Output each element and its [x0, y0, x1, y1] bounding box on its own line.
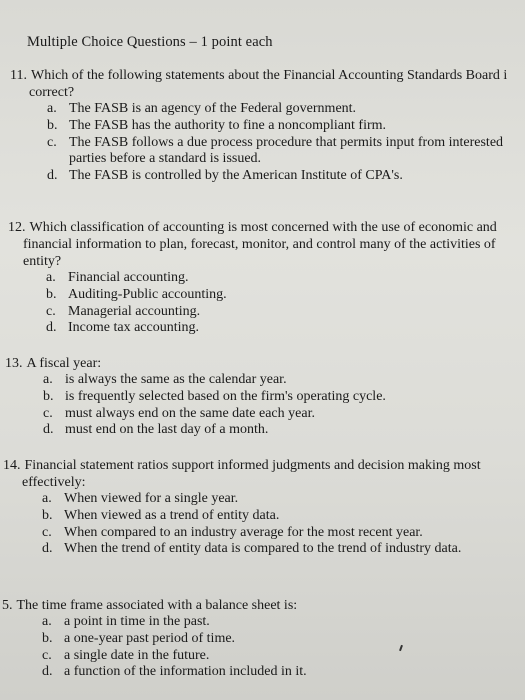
option-text: must end on the last day of a month.: [65, 422, 269, 438]
question-text-line: A fiscal year:: [26, 356, 102, 371]
option-list: [2, 614, 307, 681]
option-d: [43, 422, 386, 439]
option-text: is frequently selected based on the firm's operating cycle.: [65, 388, 386, 404]
option-text: Income tax accounting.: [68, 320, 200, 336]
question-13: [5, 355, 386, 439]
option-letter: d.: [43, 422, 54, 438]
option-letter: d.: [46, 320, 57, 336]
option-text: is always the same as the calendar year.: [65, 372, 287, 387]
option-letter: c.: [42, 524, 52, 540]
question-12: [8, 219, 497, 337]
question-stem: [2, 597, 307, 614]
option-letter: b.: [42, 630, 53, 646]
question-number: 14.: [3, 458, 21, 473]
option-text: a one-year past period of time.: [64, 630, 236, 646]
option-d: [46, 320, 497, 337]
option-letter: a.: [43, 372, 53, 387]
question-stem: [10, 67, 507, 84]
option-text: When viewed for a single year.: [64, 491, 239, 506]
option-a: [42, 491, 481, 508]
option-a: [43, 372, 386, 389]
option-b: [46, 287, 497, 304]
question-stem: [3, 457, 481, 474]
question-number: 5.: [2, 598, 13, 613]
question-11: [10, 67, 507, 185]
question-14: [3, 457, 481, 558]
option-letter: c.: [43, 405, 53, 421]
question-number: 13.: [5, 356, 23, 371]
question-text-line: Financial statement ratios support informed judgments and decision making most: [24, 458, 481, 473]
option-list: [5, 372, 386, 439]
option-a: [47, 101, 507, 118]
question-number: 11.: [10, 68, 27, 83]
option-text: a function of the information included in it.: [64, 664, 307, 680]
option-text-continued: parties before a standard is issued.: [69, 151, 262, 167]
option-text: Managerial accounting.: [68, 303, 201, 319]
option-c: [43, 406, 386, 423]
option-text: a point in time in the past.: [64, 614, 210, 629]
question-stem: [5, 355, 386, 372]
option-b: [47, 118, 507, 135]
option-d: [47, 168, 507, 185]
option-letter: b.: [43, 388, 54, 404]
question-number: 12.: [8, 220, 26, 235]
option-d: [42, 541, 481, 558]
question-text-line: correct?: [29, 85, 75, 100]
option-c: [47, 135, 507, 169]
option-text: When the trend of entity data is compared to the trend of industry data.: [64, 541, 462, 557]
option-letter: a.: [47, 101, 57, 116]
page-heading: Multiple Choice Questions – 1 point each: [27, 34, 273, 50]
question-text-line: Which of the following statements about the Financial Accounting Standards Board i: [30, 68, 508, 83]
option-letter: c.: [47, 134, 57, 150]
option-text: When compared to an industry average for the most recent year.: [64, 524, 423, 540]
option-letter: a.: [46, 270, 56, 285]
option-letter: b.: [46, 286, 57, 302]
question-text-line: entity?: [23, 254, 62, 269]
option-letter: b.: [42, 507, 53, 523]
option-text: The FASB is an agency of the Federal government.: [69, 101, 357, 116]
option-letter: c.: [46, 303, 56, 319]
option-b: [43, 389, 386, 406]
question-text-line: financial information to plan, forecast, monitor, and control many of the activities of: [23, 237, 496, 252]
option-b: [42, 508, 481, 525]
option-letter: d.: [42, 664, 53, 680]
option-a: [42, 614, 307, 631]
option-c: [42, 648, 307, 665]
question-text-line: The time frame associated with a balance sheet is:: [16, 598, 298, 613]
option-letter: c.: [42, 647, 52, 663]
option-text: The FASB follows a due process procedure that permits input from interested: [69, 134, 504, 150]
option-list: [8, 270, 497, 337]
question-15: [2, 597, 307, 681]
question-text-line: Which classification of accounting is most concerned with the use of economic and: [29, 220, 497, 235]
option-c: [42, 525, 481, 542]
option-b: [42, 631, 307, 648]
option-text: a single date in the future.: [64, 647, 210, 663]
option-letter: b.: [47, 117, 58, 133]
option-d: [42, 664, 307, 681]
option-list: [10, 101, 507, 185]
question-text-line: effectively:: [22, 475, 86, 490]
option-text: must always end on the same date each year.: [65, 405, 315, 421]
option-list: [3, 491, 481, 558]
option-text: Financial accounting.: [68, 270, 189, 285]
option-text: The FASB has the authority to fine a noncompliant firm.: [69, 117, 387, 133]
pen-mark: [399, 645, 403, 651]
option-text: When viewed as a trend of entity data.: [64, 507, 280, 523]
question-stem: [8, 219, 497, 236]
option-text: Auditing-Public accounting.: [68, 286, 227, 302]
option-a: [46, 270, 497, 287]
option-letter: a.: [42, 491, 52, 506]
option-letter: a.: [42, 614, 52, 629]
option-text: The FASB is controlled by the American Institute of CPA's.: [69, 168, 403, 184]
option-letter: d.: [47, 168, 58, 184]
option-c: [46, 304, 497, 321]
option-letter: d.: [42, 541, 53, 557]
